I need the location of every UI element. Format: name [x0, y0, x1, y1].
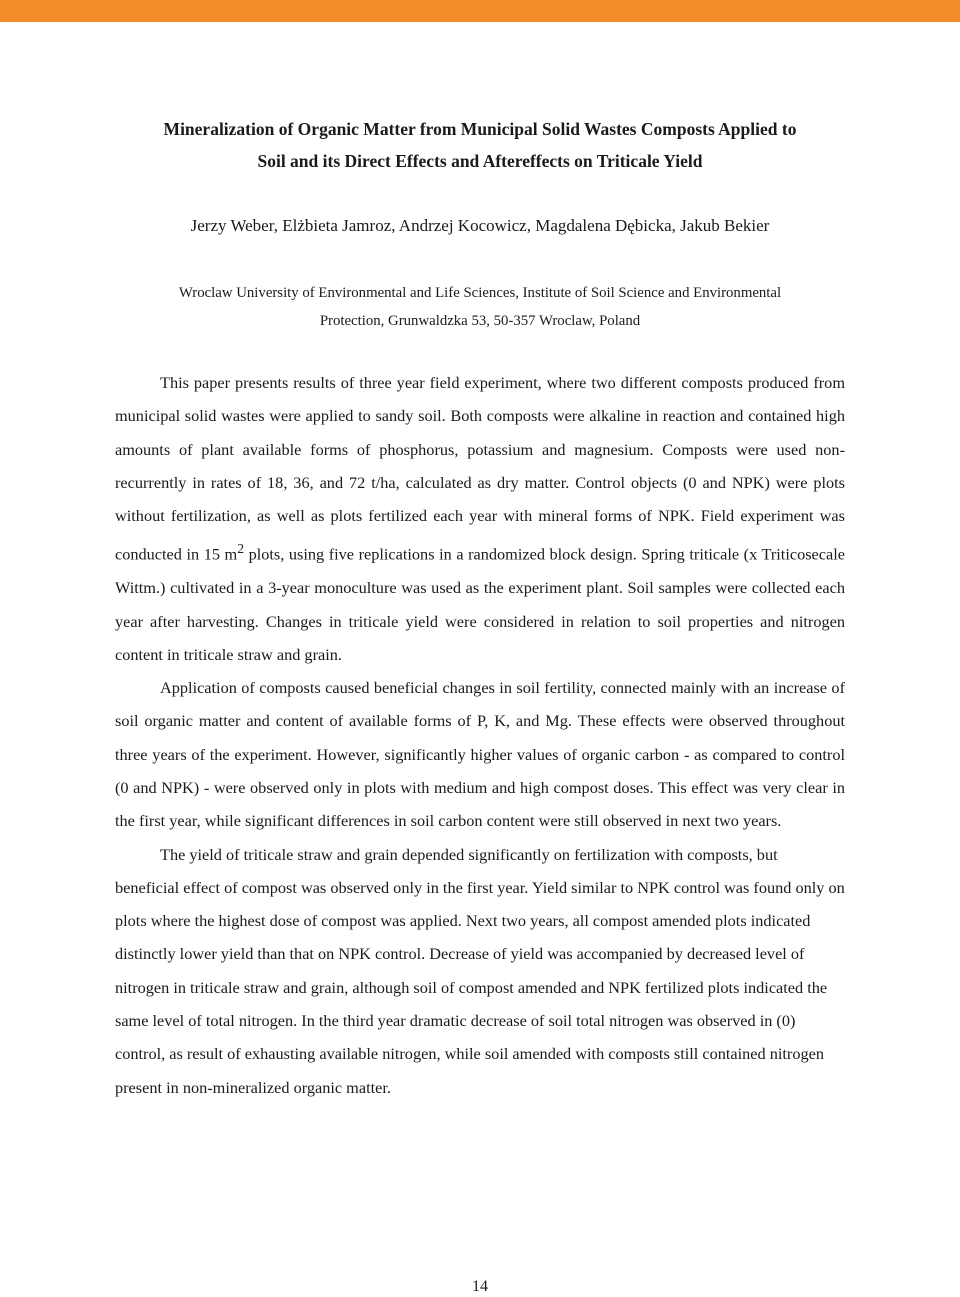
p1-text-end: plots, using five replications in a randomized block design. Spring triticale (x Triticosecale Wittm.) cultivated in a 3-year monoculture was used as the experiment plant. Soil samples were collected each year after harvesting. Changes in triticale yield were considered in relation to soil properties and nitrogen content in triticale straw and grain. — [115, 544, 845, 664]
page-number: 14 — [472, 1278, 488, 1295]
top-accent-bar — [0, 0, 960, 22]
author-list: Jerzy Weber, Elżbieta Jamroz, Andrzej Kocowicz, Magdalena Dębicka, Jakub Bekier — [190, 216, 770, 235]
title-line-2: Soil and its Direct Effects and Aftereffects on Triticale Yield — [257, 151, 703, 171]
abstract-paragraph-2: Application of composts caused beneficial changes in soil fertility, connected mainly with an increase of soil organic matter and content of available forms of P, K, and Mg. These effects were observed throughout three years of the experiment. However, significantly higher values of organic carbon - as compared to control (0 and NPK) - were observed only in plots with medium and high compost doses. This effect was very clear in the first year, while significant differences in soil carbon content were still observed in next two years. — [115, 678, 845, 831]
paper-title — [100, 113, 860, 177]
abstract-paragraph-1 — [115, 366, 845, 671]
abstract-body — [115, 366, 845, 1104]
affiliation-line-1: Wroclaw University of Environmental and Life Sciences, Institute of Soil Science and Environmental — [178, 285, 782, 301]
title-line-1: Mineralization of Organic Matter from Municipal Solid Wastes Composts Applied to — [163, 119, 797, 139]
affiliation-line-2: Protection, Grunwaldzka 53, 50-357 Wroclaw, Poland — [319, 313, 641, 329]
unit-superscript: 2 — [237, 541, 244, 557]
abstract-paragraph-3: The yield of triticale straw and grain depended significantly on fertilization with composts, but beneficial effect of compost was observed only in the first year. Yield similar to NPK control was found only on plots where the highest dose of compost was applied. Next two years, all compost amended plots indicated distinctly lower yield than that on NPK control. Decrease of yield was accompanied by decreased level of nitrogen in triticale straw and grain, although soil of compost amended and NPK fertilized plots indicated the same level of total nitrogen. In the third year dramatic decrease of soil total nitrogen was observed in (0) control, as result of exhausting available nitrogen, while soil amended with composts still contained nitrogen present in non-mineralized organic matter. — [115, 844, 845, 1097]
affiliation — [120, 279, 840, 335]
p1-text-start: This paper presents results of three year field experiment, where two different composts produced from municipal solid wastes were applied to sandy soil. Both composts were alkaline in reaction and contained high amounts of plant available forms of phosphorus, potassium and magnesium. Composts were used non-recurrently in rates of 18, 36, and 72 t/ha, calculated as dry matter. Control objects (0 and NPK) were plots without fertilization, as well as plots fertilized each year with mineral forms of NPK. Field experiment was conducted in 15 m — [115, 373, 845, 564]
